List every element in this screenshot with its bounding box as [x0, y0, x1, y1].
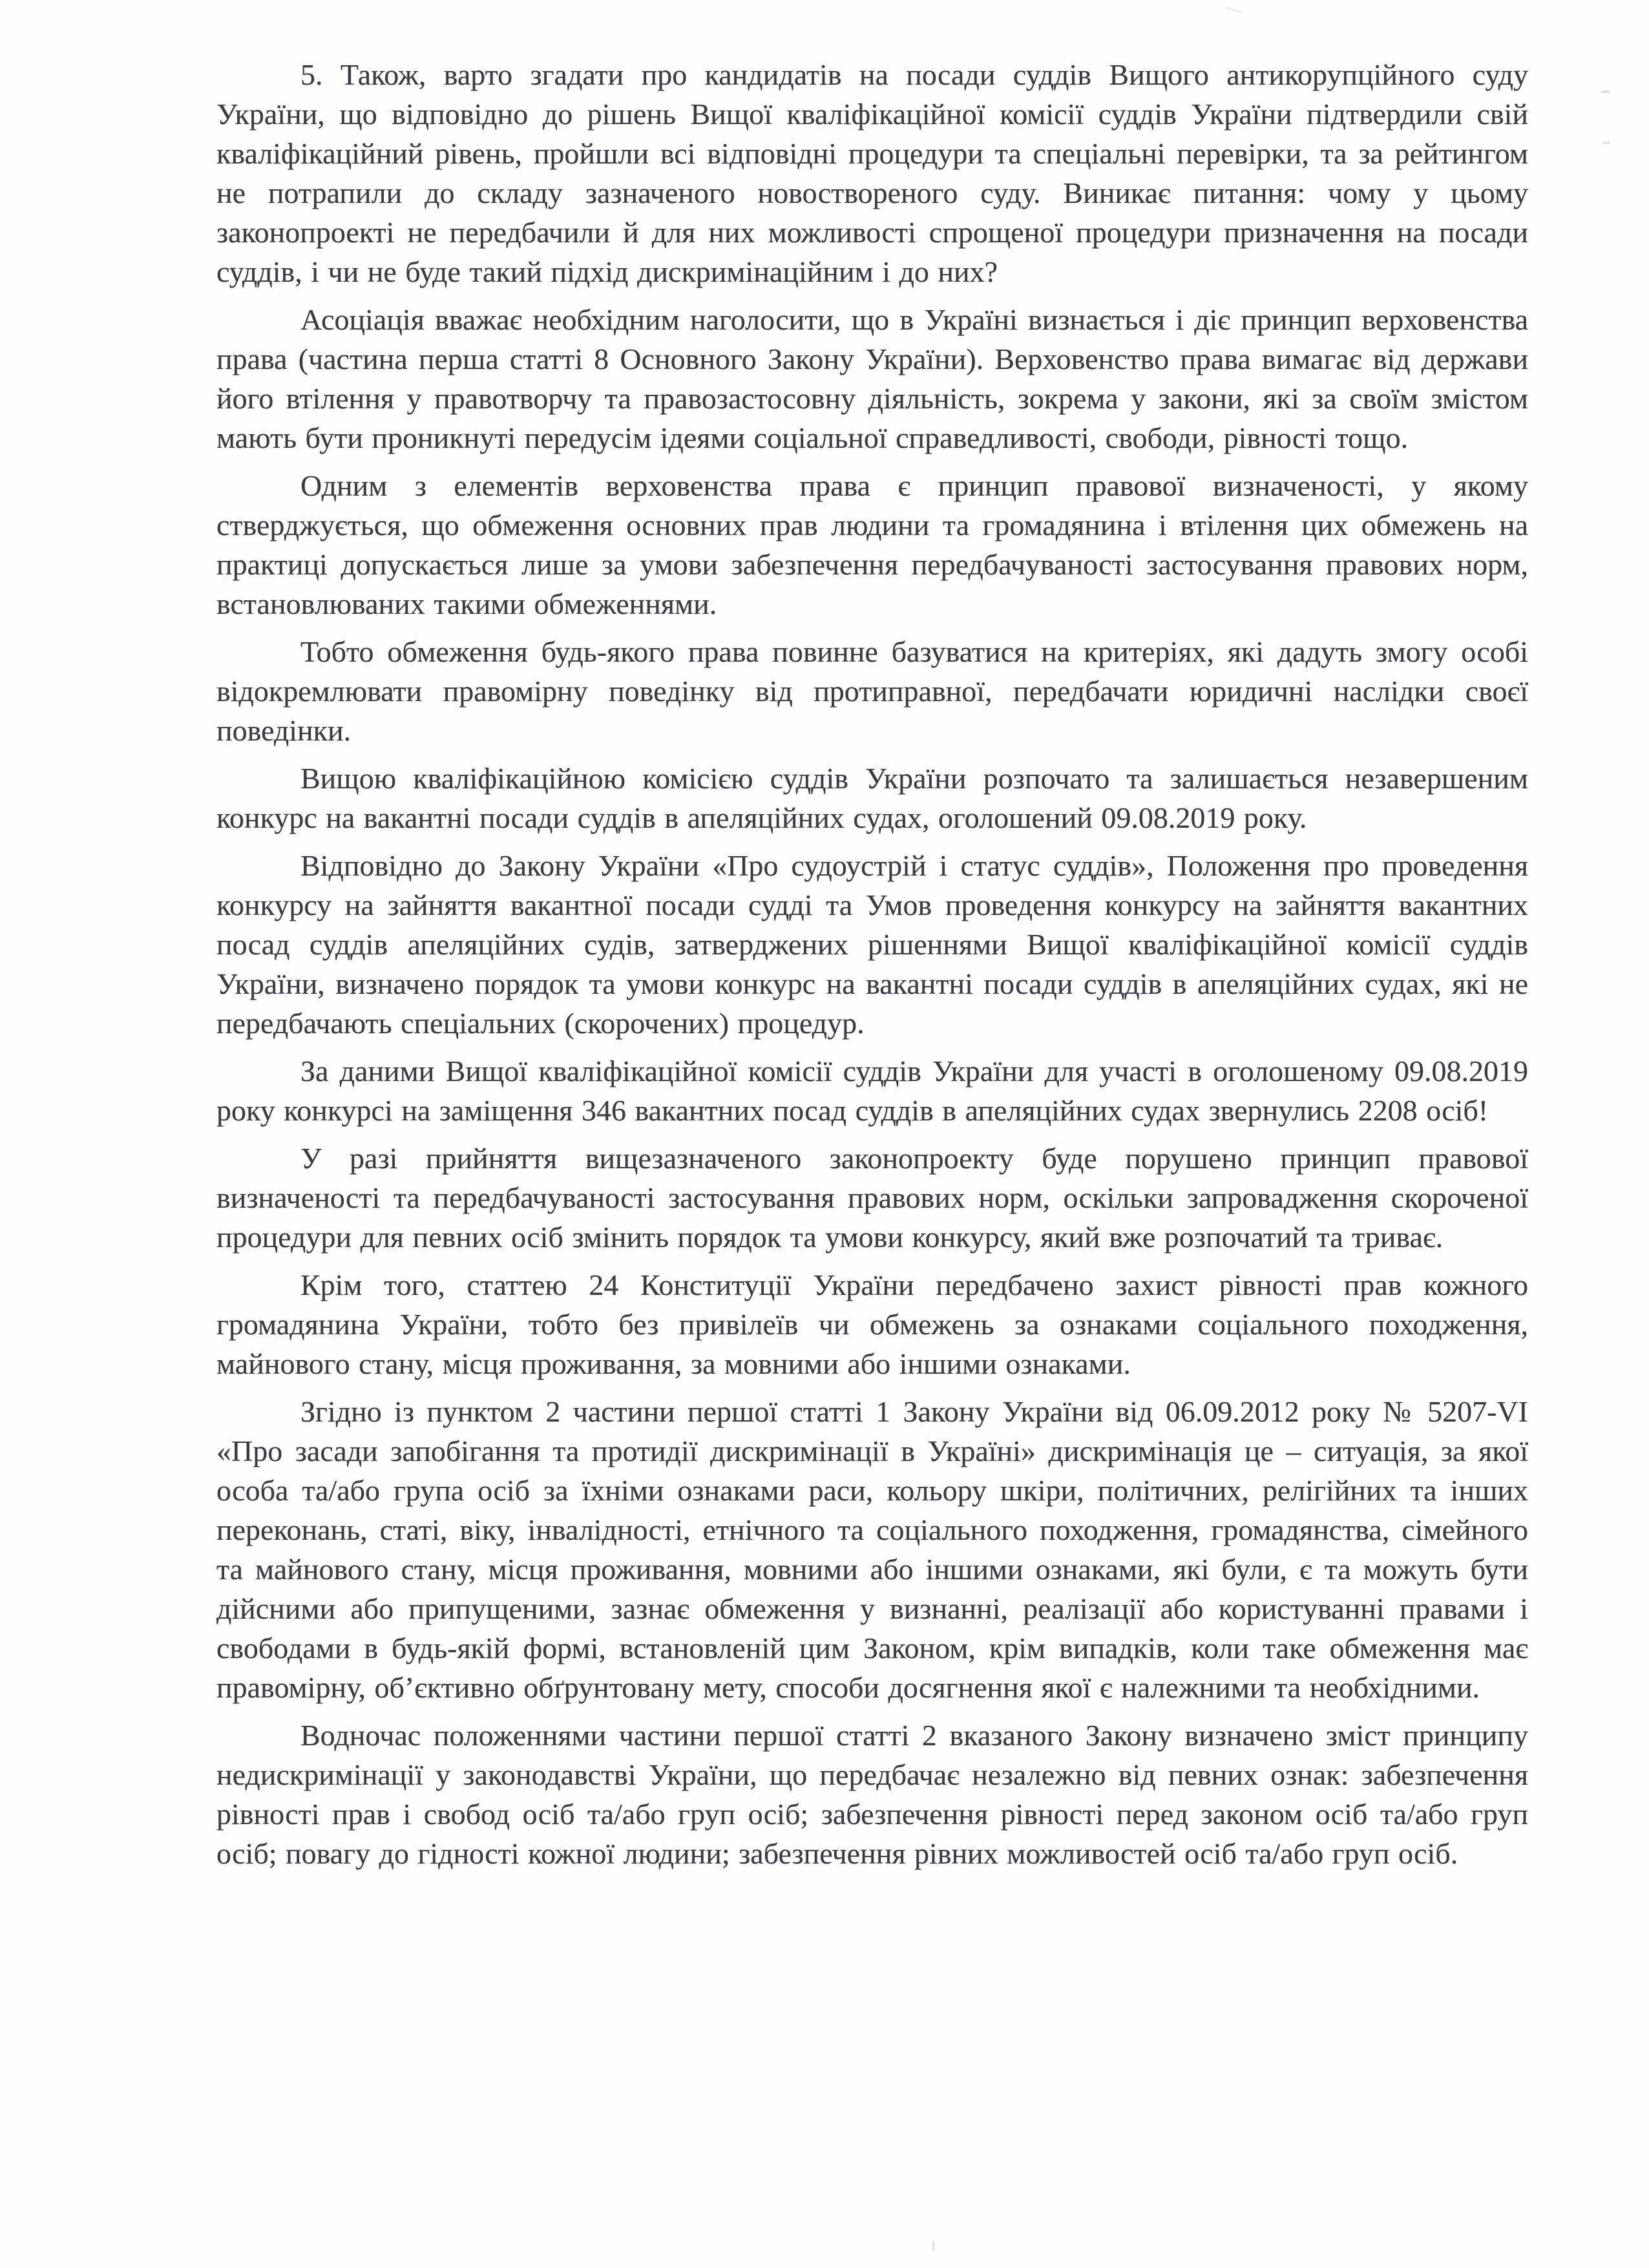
paragraph-1: 5. Також, варто згадати про кандидатів на посади суддів Вищого антикорупційного суду України, що відповідно до рішень Вищої кваліфікаційної комісії суддів України підтвердили свій кваліфікаційний рівень, пройшли всі відповідні процедури та спеціальні перевірки, та за рейтингом не потрапили до складу зазначеного новоствореного суду. Виникає питання: чому у цьому законопроекті не передбачили й для них можливості спрощеної процедури призначення на посади суддів, і чи не буде такий підхід дискримінаційним і до них? [216, 58, 1528, 288]
document-body [216, 55, 1528, 1882]
paragraph-3: Одним з елементів верховенства права є принцип правової визначеності, у якому стверджується, що обмеження основних прав людини та громадянина і втілення цих обмежень на практиці допускається лише за умови забезпечення передбачуваності застосування правових норм, встановлюваних такими обмеженнями. [216, 469, 1528, 620]
paragraph-2: Асоціація вважає необхідним наголосити, що в Україні визнається і діє принцип верховенства права (частина перша статті 8 Основного Закону України). Верховенство права вимагає від держави його втілення у правотворчу та правозастосовну діяльність, зокрема у закони, які за своїм змістом мають бути проникнуті передусім ідеями соціальної справедливості, свободи, рівності тощо. [216, 303, 1528, 454]
paragraph-6: Відповідно до Закону України «Про судоустрій і статус суддів», Положення про проведення конкурсу на зайняття вакантної посади судді та Умов проведення конкурсу на зайняття вакантних посад суддів апеляційних судів, затверджених рішеннями Вищої кваліфікаційної комісії суддів України, визначено порядок та умови конкурс на вакантні посади суддів в апеляційних судах, які не передбачають спеціальних (скорочених) процедур. [216, 849, 1528, 1040]
paragraph-9: Крім того, статтею 24 Конституції України передбачено захист рівності прав кожного громадянина України, тобто без привілеїв чи обмежень за ознаками соціального походження, майнового стану, місця проживання, за мовними або іншими ознаками. [216, 1268, 1528, 1380]
scan-artifact [1225, 6, 1242, 14]
paragraph-7: За даними Вищої кваліфікаційної комісії суддів України для участі в оголошеному 09.08.2019 року конкурсі на заміщення 346 вакантних посад суддів в апеляційних судах звернулись 2208 осіб! [216, 1055, 1528, 1127]
paragraph-5: Вищою кваліфікаційною комісією суддів України розпочато та залишається незавершеним конкурс на вакантні посади суддів в апеляційних судах, оголошений 09.08.2019 року. [216, 762, 1528, 834]
scan-artifact [1602, 142, 1610, 144]
paragraph-8: У разі прийняття вищезазначеного законопроекту буде порушено принцип правової визначеності та передбачуваності застосування правових норм, оскільки запровадження скороченої процедури для певних осіб змінить порядок та умови конкурсу, який вже розпочатий та триває. [216, 1142, 1528, 1254]
paragraph-11: Водночас положеннями частини першої статті 2 вказаного Закону визначено зміст принципу недискримінації у законодавстві України, що передбачає незалежно від певних ознак: забезпечення рівності прав і свобод осіб та/або груп осіб; забезпечення рівності перед законом осіб та/або груп осіб; повагу до гідності кожної людини; забезпечення рівних можливостей осіб та/або груп осіб. [216, 1719, 1528, 1870]
scan-artifact [932, 2241, 934, 2251]
paragraph-4: Тобто обмеження будь-якого права повинне базуватися на критеріях, які дадуть змогу особі відокремлювати правомірну поведінку від протиправної, передбачати юридичні наслідки своєї поведінки. [216, 635, 1528, 747]
paragraph-10: Згідно із пунктом 2 частини першої статті 1 Закону України від 06.09.2012 року № 5207-VI «Про засади запобігання та протидії дискримінації в Україні» дискримінація це – ситуація, за якої особа та/або група осіб за їхніми ознаками раси, кольору шкіри, політичних, релігійних та інших переконань, статі, віку, інвалідності, етнічного та соціального походження, громадянства, сімейного та майнового стану, місця проживання, мовними або іншими ознаками, які були, є та можуть бути дійсними або припущеними, зазнає обмеження у визнанні, реалізації або користуванні правами і свободами в будь-якій формі, встановленій цим Законом, крім випадків, коли таке обмеження має правомірну, об’єктивно обґрунтовану мету, способи досягнення якої є належними та необхідними. [216, 1395, 1528, 1704]
scan-artifact [1601, 90, 1610, 93]
